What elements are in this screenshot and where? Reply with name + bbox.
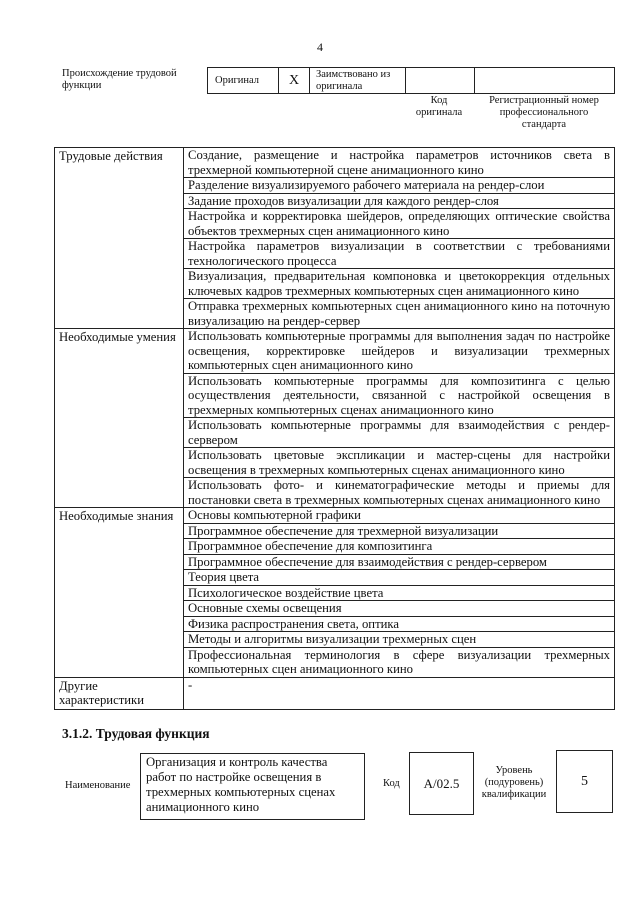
table-cell: Отправка трехмерных компьютерных сцен анимационного кино на поточную визуализацию на рендер-сервер bbox=[184, 299, 615, 329]
table-cell: - bbox=[184, 677, 615, 709]
table-cell: Программное обеспечение для трехмерной визуализации bbox=[184, 523, 615, 539]
section-label: Необходимые умения bbox=[55, 329, 184, 508]
name-label: Наименование bbox=[65, 780, 131, 791]
table-cell: Использовать фото- и кинематографические методы и приемы для постановки света в трехмерных компьютерных сценах анимационного кино bbox=[184, 478, 615, 508]
origin-label: Происхождение трудовой функции bbox=[62, 68, 177, 91]
table-cell: Основные схемы освещения bbox=[184, 601, 615, 617]
table-cell: Программное обеспечение для взаимодействия с рендер-сервером bbox=[184, 554, 615, 570]
name-box bbox=[140, 753, 365, 820]
table-cell: Использовать компьютерные программы для выполнения задач по настройке освещения, корректировке шейдеров и визуализации трехмерных компьютерных сцен анимационного кино bbox=[184, 329, 615, 374]
table-cell: Методы и алгоритмы визуализации трехмерных сцен bbox=[184, 632, 615, 648]
code-label: Код bbox=[383, 778, 400, 789]
table-cell: Теория цвета bbox=[184, 570, 615, 586]
page-number: 4 bbox=[317, 40, 323, 54]
table-cell: Настройка и корректировка шейдеров, определяющих оптические свойства объектов трехмерных сцен анимационного кино bbox=[184, 209, 615, 239]
section-label: Трудовые действия bbox=[55, 148, 184, 329]
table-cell: Физика распространения света, оптика bbox=[184, 616, 615, 632]
table-cell: Задание проходов визуализации для каждого рендер-слоя bbox=[184, 193, 615, 209]
table-row bbox=[55, 329, 615, 374]
table-cell: Психологическое воздействие цвета bbox=[184, 585, 615, 601]
table-cell: Использовать цветовые экспликации и мастер-сцены для настройки освещения в трехмерных компьютерных сценах анимационного кино bbox=[184, 448, 615, 478]
table-cell: Создание, размещение и настройка параметров источников света в трехмерной компьютерной сцене анимационного кино bbox=[184, 148, 615, 178]
labor-function-table bbox=[54, 147, 615, 710]
table-cell: Настройка параметров визуализации в соответствии с требованиями технологического процесса bbox=[184, 239, 615, 269]
code-value: A/02.5 bbox=[423, 776, 460, 791]
code-box bbox=[409, 752, 474, 815]
level-box bbox=[556, 750, 613, 813]
section-label: Необходимые знания bbox=[55, 508, 184, 678]
level-label: Уровень (подуровень) квалификации bbox=[481, 765, 547, 800]
level-value: 5 bbox=[581, 774, 588, 789]
origin-code-caption: Код оригинала bbox=[415, 95, 463, 118]
table-cell: Разделение визуализируемого рабочего материала на рендер-слои bbox=[184, 178, 615, 194]
name-value: Организация и контроль качества работ по настройке освещения в трехмерных компьютерных сценах анимационного кино bbox=[146, 755, 336, 814]
origin-code-box bbox=[405, 67, 475, 94]
origin-original: Оригинал bbox=[215, 75, 259, 86]
origin-reg-caption: Регистрационный номер профессионального стандарта bbox=[489, 95, 599, 130]
table-cell: Использовать компьютерные программы для композитинга с целью осуществления деятельности, связанной с настройкой освещения в трехмерных компьютерных сценах анимационного кино bbox=[184, 373, 615, 418]
table-row bbox=[55, 508, 615, 524]
section-label: Другие характеристики bbox=[55, 677, 184, 709]
table-row bbox=[55, 148, 615, 178]
origin-borrowed-box bbox=[309, 67, 406, 94]
table-cell: Использовать компьютерные программы для взаимодействия с рендер-сервером bbox=[184, 418, 615, 448]
table-row bbox=[55, 677, 615, 709]
table-cell: Программное обеспечение для композитинга bbox=[184, 539, 615, 555]
table-cell: Визуализация, предварительная компоновка и цветокоррекция отдельных ключевых кадров трехмерных компьютерных сцен анимационного кино bbox=[184, 269, 615, 299]
section-heading: 3.1.2. Трудовая функция bbox=[62, 726, 210, 741]
table-cell: Основы компьютерной графики bbox=[184, 508, 615, 524]
table-cell: Профессиональная терминология в сфере визуализации трехмерных компьютерных сцен анимационного кино bbox=[184, 647, 615, 677]
origin-mark: X bbox=[288, 73, 300, 88]
origin-mark-box bbox=[278, 67, 310, 94]
origin-original-box bbox=[207, 67, 279, 94]
origin-reg-box bbox=[474, 67, 615, 94]
origin-borrowed: Заимствовано из оригинала bbox=[316, 69, 391, 92]
